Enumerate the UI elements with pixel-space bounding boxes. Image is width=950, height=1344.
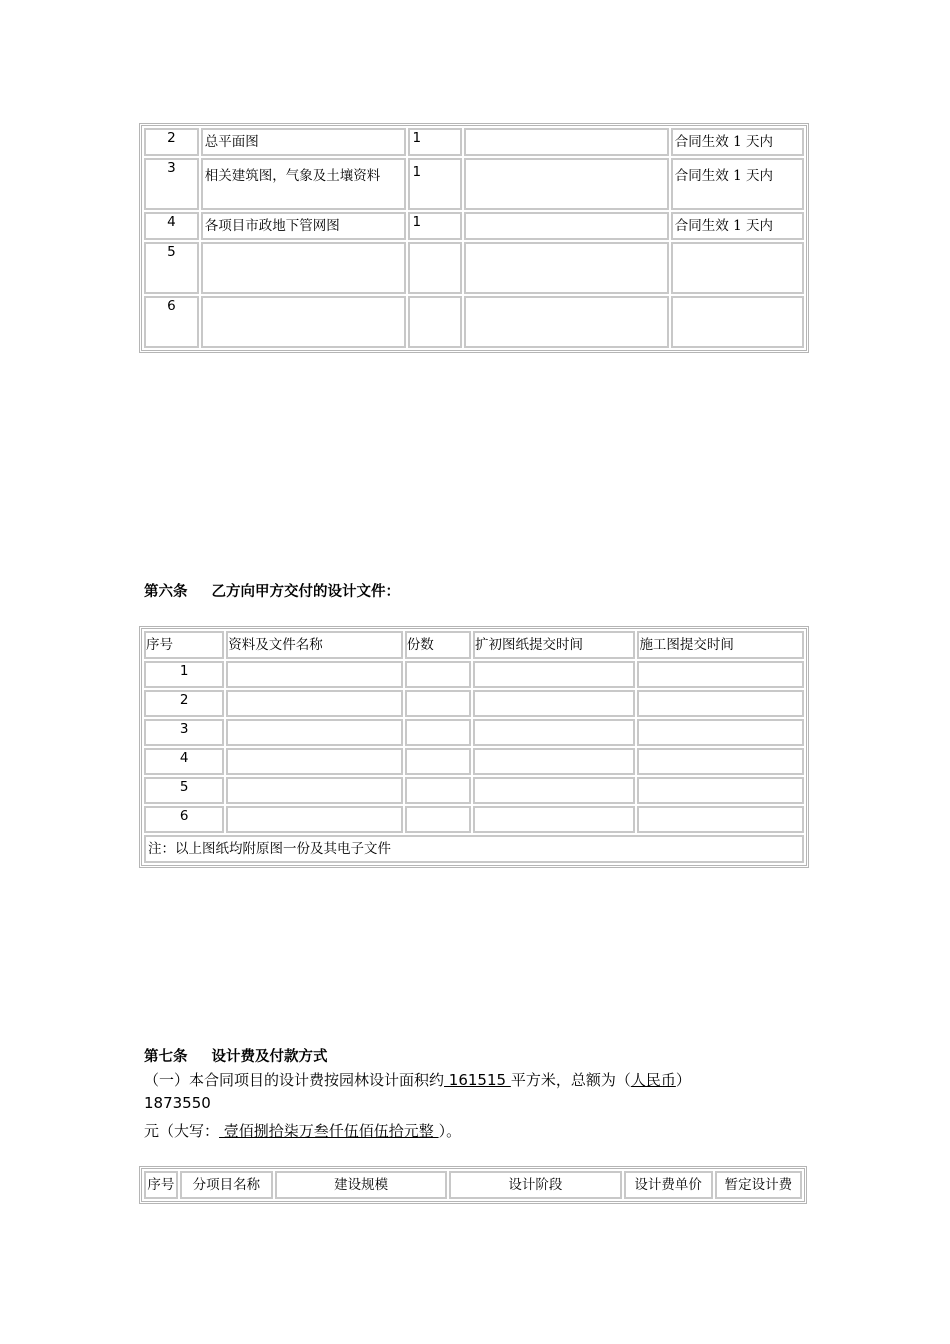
material-name bbox=[201, 242, 407, 294]
material-qty bbox=[408, 242, 462, 294]
article6-heading bbox=[144, 580, 400, 601]
amount-value: 1873550 bbox=[144, 1094, 211, 1112]
article7-title: 第七条 bbox=[144, 1048, 188, 1065]
material-note bbox=[464, 296, 669, 348]
article6-title: 第六条 bbox=[144, 583, 188, 600]
currency-value: 人民币 bbox=[630, 1071, 676, 1089]
table-row bbox=[144, 242, 804, 294]
header-cell: 分项目名称 bbox=[180, 1171, 273, 1199]
material-time: 合同生效 1 天内 bbox=[671, 212, 804, 240]
amount-words: 壹佰捌拾柒万叁仟伍佰伍拾元整 bbox=[219, 1122, 439, 1140]
row-number: 4 bbox=[144, 212, 199, 240]
table-header-row bbox=[144, 1171, 802, 1199]
article7-subtitle: 设计费及付款方式 bbox=[211, 1048, 328, 1065]
material-qty: 1 bbox=[408, 158, 462, 210]
table-note-row bbox=[144, 835, 804, 863]
material-qty bbox=[408, 296, 462, 348]
material-qty: 1 bbox=[408, 212, 462, 240]
row-number: 5 bbox=[144, 242, 199, 294]
table-row bbox=[144, 719, 804, 746]
row-number: 5 bbox=[144, 777, 224, 804]
row-number: 4 bbox=[144, 748, 224, 775]
fee-line-3 bbox=[144, 1120, 784, 1143]
area-value: 161515 bbox=[444, 1071, 511, 1089]
fee-text: （一）本合同项目的设计费按园林设计面积约 bbox=[144, 1071, 445, 1089]
fee-table bbox=[139, 1166, 807, 1204]
material-note bbox=[464, 212, 669, 240]
material-name bbox=[201, 296, 407, 348]
row-number: 3 bbox=[144, 719, 224, 746]
fee-text: ） bbox=[675, 1071, 691, 1089]
table-row bbox=[144, 777, 804, 804]
table-row bbox=[144, 296, 804, 348]
material-note bbox=[464, 128, 669, 156]
header-cell: 设计费单价 bbox=[624, 1171, 713, 1199]
row-number: 6 bbox=[144, 806, 224, 833]
material-name: 总平面图 bbox=[201, 128, 407, 156]
header-cell: 扩初图纸提交时间 bbox=[473, 631, 635, 659]
fee-paragraph bbox=[144, 1069, 784, 1143]
table-row bbox=[144, 690, 804, 717]
article6-subtitle: 乙方向甲方交付的设计文件： bbox=[211, 583, 400, 600]
deliverables-table bbox=[139, 626, 809, 868]
header-cell: 建设规模 bbox=[275, 1171, 447, 1199]
table-header-row bbox=[144, 631, 804, 659]
table-row bbox=[144, 661, 804, 688]
fee-text: 平方米，总额为（ bbox=[510, 1071, 631, 1089]
fee-text: 元（大写： bbox=[144, 1122, 220, 1140]
table-row bbox=[144, 158, 804, 210]
fee-line-1 bbox=[144, 1069, 784, 1092]
row-number: 3 bbox=[144, 158, 199, 210]
header-cell: 设计阶段 bbox=[449, 1171, 621, 1199]
material-time bbox=[671, 296, 804, 348]
header-cell: 施工图提交时间 bbox=[637, 631, 804, 659]
material-qty: 1 bbox=[408, 128, 462, 156]
row-number: 2 bbox=[144, 128, 199, 156]
header-cell: 序号 bbox=[144, 631, 224, 659]
material-time: 合同生效 1 天内 bbox=[671, 128, 804, 156]
table-row bbox=[144, 806, 804, 833]
material-note bbox=[464, 242, 669, 294]
table-note: 注：以上图纸均附原图一份及其电子文件 bbox=[144, 835, 804, 863]
material-note bbox=[464, 158, 669, 210]
header-cell: 暂定设计费 bbox=[715, 1171, 802, 1199]
table-row bbox=[144, 128, 804, 156]
material-time bbox=[671, 242, 804, 294]
article7-heading bbox=[144, 1045, 328, 1066]
row-number: 1 bbox=[144, 661, 224, 688]
fee-text: ）。 bbox=[438, 1122, 462, 1140]
material-time: 合同生效 1 天内 bbox=[671, 158, 804, 210]
table-row bbox=[144, 212, 804, 240]
row-number: 6 bbox=[144, 296, 199, 348]
header-cell: 序号 bbox=[144, 1171, 178, 1199]
header-cell: 份数 bbox=[405, 631, 471, 659]
row-number: 2 bbox=[144, 690, 224, 717]
materials-table bbox=[139, 123, 809, 353]
material-name: 各项目市政地下管网图 bbox=[201, 212, 407, 240]
table-row bbox=[144, 748, 804, 775]
material-name: 相关建筑图，气象及土壤资料 bbox=[201, 158, 407, 210]
header-cell: 资料及文件名称 bbox=[226, 631, 403, 659]
